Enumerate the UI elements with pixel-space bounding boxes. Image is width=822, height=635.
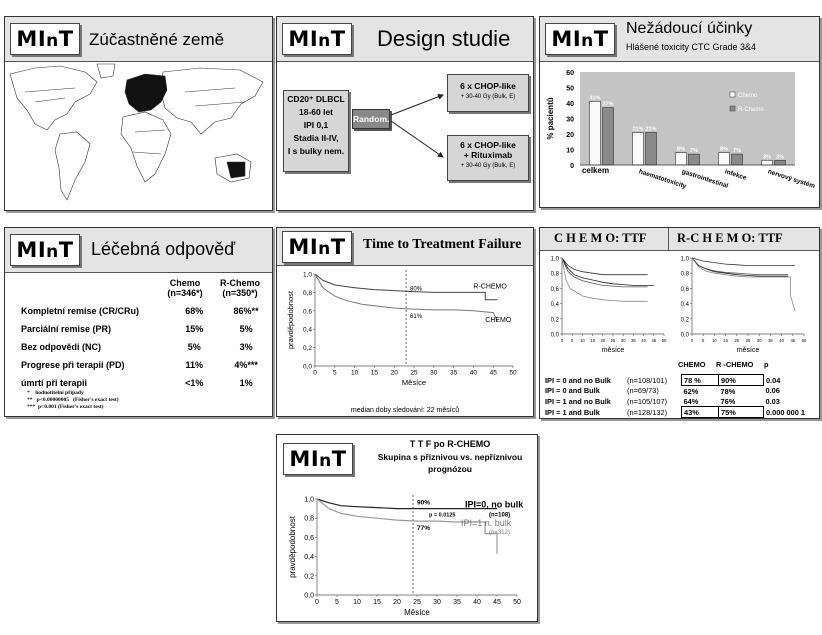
legend-label: Chemo — [738, 93, 758, 99]
bar-label: 3% — [776, 154, 784, 161]
response-cell-rchemo: 86%** — [233, 306, 259, 316]
x-tick-label: 50 — [661, 338, 667, 343]
x-tick-label: 0 — [313, 369, 317, 377]
y-tick-label: 0,8 — [680, 271, 689, 278]
bar — [590, 101, 601, 165]
arm2-box — [447, 135, 529, 181]
panel-header — [540, 17, 819, 62]
x-tick-label: 35 — [768, 338, 773, 343]
annotation: 90% — [417, 499, 431, 507]
panel-subtitle: Hlášené toxicity CTC Grade 3&4 — [626, 42, 757, 52]
y-tick-label: 0,4 — [302, 326, 312, 334]
y-tick-label: 20 — [566, 132, 574, 139]
ttf-rchemo-chart — [277, 485, 537, 621]
ipi-col-header-p: p — [764, 360, 769, 369]
x-tick-label: 30 — [430, 369, 438, 377]
y-tick-label: 50 — [566, 85, 574, 93]
y-tick-label: 30 — [566, 116, 574, 124]
footnote: * hodnotitelní případy — [27, 390, 84, 396]
series-label: CHEMO — [485, 317, 512, 325]
x-tick-label: 15 — [723, 338, 728, 343]
panel-ttf — [276, 227, 534, 417]
ipi-table — [543, 374, 818, 418]
panel-header — [277, 17, 533, 62]
mint-logo: MInT — [283, 443, 353, 475]
bar-label: 3% — [763, 154, 771, 161]
category-label: nervový systém — [766, 168, 816, 191]
y-tick-label: 0,6 — [304, 534, 314, 542]
x-tick-label: 15 — [373, 599, 381, 606]
arm2-line3: + 30-40 Gy (Bulk, E) — [460, 163, 516, 169]
x-tick-label: 5 — [335, 599, 339, 606]
y-axis-label: % pacientů — [546, 97, 555, 140]
x-tick-label: 40 — [469, 369, 478, 377]
km-curve — [562, 258, 648, 301]
y-tick-label: 0,4 — [550, 302, 559, 309]
response-cell-rchemo: 1% — [239, 378, 253, 388]
bar — [775, 160, 786, 165]
panel-title: C H E M O: TTF — [554, 231, 647, 245]
y-tick-label: 0 — [570, 163, 574, 170]
x-tick-label: 25 — [413, 599, 421, 606]
random-box: Random. — [352, 109, 390, 129]
arm1-line2: + 30-40 Gy (Bulk, E) — [460, 94, 516, 100]
panel-subtitle: Skupina s příznivou vs. nepříznivou — [377, 452, 523, 462]
arm2-line2: + Rituximab — [463, 150, 513, 160]
y-tick-label: 0,8 — [550, 271, 559, 278]
ipi-cell-label: IPI = 1 and no Bulk — [545, 396, 611, 406]
arrow-arm1 — [391, 95, 443, 115]
legend-label: R-Chemo — [738, 107, 764, 113]
x-tick-label: 45 — [493, 599, 501, 606]
response-row — [21, 358, 272, 376]
x-tick-label: 50 — [801, 338, 807, 343]
panel-ttf-rchemo — [276, 434, 538, 622]
arm2-line1: 6 x CHOP-like — [460, 140, 516, 150]
bar-label: 8% — [677, 146, 685, 153]
ipi-cell-n: (n=105/107) — [627, 396, 668, 406]
ipi-rchemo-chart — [670, 252, 816, 358]
y-tick-label: 0,4 — [680, 302, 689, 309]
response-cell-label: Bez odpovědi (NC) — [21, 342, 101, 352]
x-tick-label: 5 — [571, 338, 574, 343]
y-tick-label: 0,2 — [550, 317, 559, 324]
panel-subtitle: prognózou — [428, 464, 472, 474]
x-tick-label: 30 — [433, 599, 441, 606]
series-label: R-CHEMO — [473, 283, 507, 291]
bar-label: 21% — [645, 126, 657, 133]
x-tick-label: 45 — [489, 369, 497, 377]
response-cell-label: úmrtí při terapii — [21, 378, 88, 388]
response-cell-rchemo: 4%*** — [234, 360, 258, 370]
km-curve — [562, 258, 648, 275]
category-label: haematotoxicity — [637, 168, 688, 191]
mint-logo: MInT — [10, 234, 80, 266]
ipi-header-right — [669, 228, 819, 251]
annotation: 80% — [410, 286, 423, 293]
x-tick-label: 45 — [790, 338, 796, 343]
ipi-cell-n: (n=69/73) — [627, 386, 659, 396]
legend-swatch — [730, 92, 735, 97]
ipi-col-header-chemo: CHEMO — [678, 360, 706, 369]
response-cell-chemo: <1% — [185, 378, 204, 388]
x-tick-label: 20 — [390, 369, 398, 377]
x-tick-label: 40 — [779, 338, 784, 343]
bar-label: 7% — [690, 148, 698, 155]
bar — [689, 154, 700, 165]
ipi-cell-chemo: 43% — [682, 407, 719, 418]
col-header-rchemo: R-Chemo (n=350*) — [220, 278, 260, 298]
panel-response — [4, 227, 273, 417]
ttf-footer: median doby sledování: 22 měsíců — [350, 407, 460, 414]
y-axis-label: pravděpodobnost — [288, 516, 297, 578]
annotation: 77% — [417, 525, 431, 533]
panel-title: Léčebná odpověď — [91, 239, 236, 259]
ipi-row — [543, 386, 818, 397]
x-axis-label: měsíce — [601, 347, 625, 354]
bar — [762, 160, 773, 165]
x-tick-label: 0 — [315, 599, 319, 606]
x-tick-label: 20 — [393, 599, 401, 606]
y-tick-label: 0,6 — [302, 308, 312, 316]
col-header-chemo: Chemo (n=346*) — [167, 278, 203, 298]
arrow-arm2 — [391, 121, 443, 157]
km-curve — [692, 258, 795, 266]
x-tick-label: 15 — [590, 338, 595, 343]
y-tick-label: 0,2 — [680, 317, 689, 324]
panel-title: Nežádoucí účinky — [626, 20, 753, 37]
response-cell-chemo: 68% — [185, 306, 204, 316]
y-tick-label: 0,0 — [302, 363, 312, 371]
y-tick-label: 1,0 — [304, 496, 314, 504]
x-tick-label: 40 — [473, 599, 481, 606]
panel-header — [5, 228, 272, 273]
ipi-row — [543, 396, 818, 407]
mint-logo: MInT — [282, 23, 352, 55]
response-cell-rchemo: 5% — [239, 324, 253, 334]
arm1-line1: 6 x CHOP-like — [460, 81, 516, 91]
category-label: celkem — [581, 166, 610, 175]
footnote: ** p<0.00000005 (Fisher's exact test) — [27, 397, 119, 403]
ipi-header-left — [540, 228, 669, 251]
ipi-cell-label: IPI = 0 and no Bulk — [545, 375, 611, 385]
bar-label: 41% — [589, 95, 601, 102]
y-tick-label: 1,0 — [302, 271, 312, 279]
response-cell-label: Parciální remise (PR) — [21, 324, 112, 334]
km-curve — [692, 258, 788, 275]
bar — [732, 154, 743, 165]
y-tick-label: 0,6 — [550, 286, 559, 293]
x-tick-label: 50 — [509, 369, 517, 377]
x-tick-label: 20 — [734, 338, 740, 343]
x-tick-label: 5 — [332, 369, 337, 377]
ipi-cell-rchemo: 75% — [719, 407, 764, 418]
x-tick-label: 0 — [560, 338, 564, 343]
y-tick-label: 0,0 — [680, 332, 689, 339]
x-tick-label: 20 — [600, 338, 606, 343]
x-tick-label: 25 — [410, 369, 418, 377]
mint-logo: MInT — [10, 23, 80, 55]
x-tick-label: 5 — [702, 338, 705, 343]
response-row — [21, 322, 272, 340]
ipi-cell-rchemo: 78% — [720, 386, 736, 396]
ipi-cell-n: (n=128/132) — [627, 407, 668, 417]
ipi-cell-p: 0.04 — [766, 375, 781, 385]
x-tick-label: 35 — [453, 599, 461, 606]
response-cell-chemo: 5% — [187, 342, 201, 352]
response-cell-label: Progrese při terapii (PD) — [21, 360, 125, 370]
response-cell-label: Kompletní remise (CR/CRu) — [21, 306, 140, 316]
y-tick-label: 0,2 — [304, 573, 314, 581]
x-tick-label: 0 — [690, 338, 694, 343]
ipi-cell-p: 0.06 — [765, 386, 780, 396]
y-tick-label: 1,0 — [550, 256, 559, 263]
mint-logo: MInT — [545, 23, 615, 55]
x-tick-label: 10 — [353, 599, 361, 606]
footnote: *** p<0.001 (Fisher's exact test) — [27, 404, 104, 410]
inclusion-box — [283, 90, 349, 172]
ttf-chart — [277, 266, 533, 416]
inclusion-line: 18-60 let — [298, 107, 334, 117]
x-tick-label: 45 — [651, 338, 657, 343]
x-tick-label: 25 — [610, 338, 616, 343]
series-label: IPI=0, no bulk — [465, 499, 524, 510]
x-tick-label: 15 — [370, 369, 379, 377]
bar-label: 37% — [602, 101, 614, 108]
ipi-row — [543, 375, 818, 386]
ipi-cell-chemo: 78 % — [682, 375, 719, 386]
x-axis-label: měsíce — [736, 347, 760, 354]
ipi-chemo-chart — [540, 252, 670, 358]
y-tick-label: 0,8 — [302, 289, 312, 297]
x-axis-label: Měsíce — [404, 608, 430, 617]
y-tick-label: 0,2 — [302, 345, 312, 353]
response-cell-rchemo: 3% — [239, 342, 253, 352]
bar — [633, 132, 644, 165]
panel-title: Design studie — [377, 26, 511, 51]
response-cell-chemo: 11% — [185, 360, 204, 370]
response-row — [21, 340, 272, 358]
panel-title: Zúčastněné země — [89, 30, 225, 49]
mint-logo: MInT — [282, 231, 352, 263]
ipi-cell-label: IPI = 0 and Bulk — [545, 386, 600, 396]
legend-swatch — [730, 106, 735, 111]
series-n: (n=312) — [489, 529, 510, 536]
y-tick-label: 0,0 — [304, 592, 314, 600]
ipi-cell-label: IPI = 1 and Bulk — [545, 407, 600, 417]
inclusion-line: I s bulky nem. — [287, 146, 345, 156]
y-axis-label: pravděpodobnost — [286, 291, 295, 349]
panel-countries — [4, 16, 273, 211]
response-row — [21, 304, 272, 322]
x-tick-label: 30 — [620, 338, 626, 343]
series-n: (n=108) — [489, 512, 511, 519]
inclusion-line: CD20⁺ DLBCL — [287, 94, 345, 104]
x-tick-label: 50 — [513, 599, 521, 606]
x-axis-label: Měsíce — [401, 378, 427, 387]
ipi-cell-rchemo: 76% — [720, 396, 736, 406]
response-cell-chemo: 15% — [185, 324, 204, 334]
y-tick-label: 0,8 — [304, 515, 314, 523]
inclusion-line: IPI 0,1 — [303, 120, 329, 130]
panel-title: R-C H E M O: TTF — [677, 231, 783, 245]
y-tick-label: 60 — [566, 70, 574, 77]
ipi-col-header-rchemo: R -CHEMO — [716, 360, 754, 369]
ipi-cell-chemo: 64% — [683, 396, 699, 406]
bar — [676, 153, 687, 165]
inclusion-line: Stadia II-IV, — [293, 133, 339, 143]
ipi-cell-p: 0.03 — [765, 396, 780, 406]
bar — [719, 153, 730, 165]
category-label: infekce — [723, 168, 748, 182]
x-tick-label: 35 — [631, 338, 636, 343]
world-map — [5, 62, 272, 210]
annotation: 61% — [410, 313, 423, 320]
panel-header — [277, 435, 537, 485]
annotation: p = 0.0125 — [429, 512, 456, 519]
y-tick-label: 10 — [566, 147, 574, 155]
toxicity-chart — [540, 62, 819, 206]
panel-toxicity — [539, 16, 820, 208]
y-tick-label: 0,6 — [680, 286, 689, 293]
bar — [646, 132, 657, 165]
x-tick-label: 40 — [641, 338, 646, 343]
panel-design — [276, 16, 534, 211]
category-label: gastrointestinal — [680, 168, 730, 190]
km-curve — [562, 258, 654, 285]
bar-label: 7% — [733, 148, 741, 155]
bar-label: 8% — [720, 146, 728, 153]
ipi-row — [543, 407, 818, 418]
x-tick-label: 30 — [756, 338, 762, 343]
series-label: IPI=1 n. bulk — [461, 517, 512, 528]
y-tick-label: 1,0 — [680, 256, 689, 263]
x-tick-label: 25 — [745, 338, 751, 343]
panel-header — [277, 228, 533, 266]
response-table — [21, 304, 272, 394]
ipi-cell-rchemo: 90% — [719, 375, 764, 386]
footnotes — [27, 390, 119, 411]
x-tick-label: 10 — [712, 338, 717, 343]
x-tick-label: 35 — [449, 369, 458, 377]
ipi-cell-n: (n=108/101) — [627, 375, 668, 385]
km-curve — [315, 274, 497, 321]
ipi-cell-chemo: 62% — [683, 386, 699, 396]
y-tick-label: 0,0 — [550, 332, 559, 339]
x-tick-label: 10 — [580, 338, 585, 343]
bar-label: 21% — [632, 126, 644, 133]
panel-title: T T F po R-CHEMO — [409, 439, 491, 449]
x-tick-label: 10 — [350, 369, 359, 377]
panel-header — [5, 17, 272, 62]
arm1-box — [447, 74, 529, 112]
bar — [603, 108, 614, 165]
y-tick-label: 40 — [566, 101, 574, 108]
y-tick-label: 0,4 — [304, 554, 314, 562]
panel-title: Time to Treatment Failure — [363, 237, 522, 252]
ipi-cell-p: 0.000 000 1 — [766, 407, 806, 417]
